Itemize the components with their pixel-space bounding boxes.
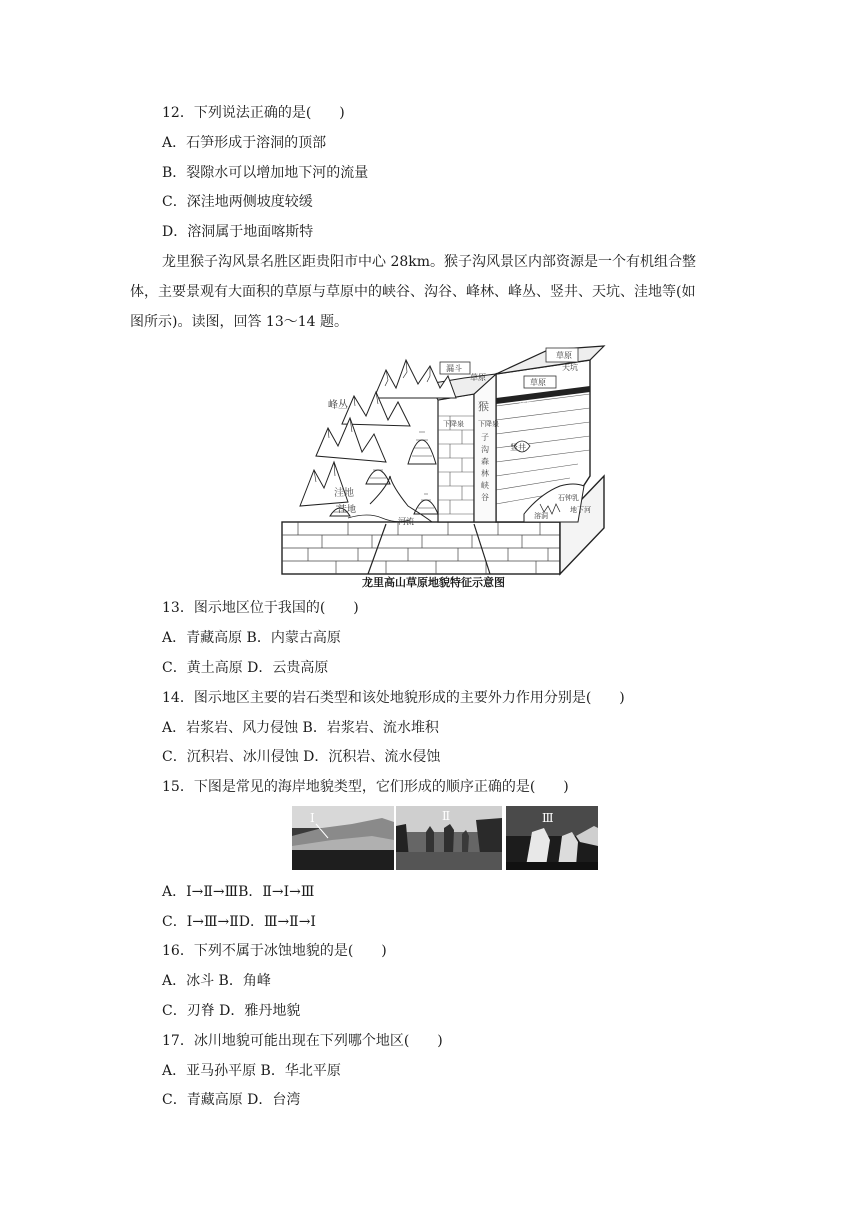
label-sinkhole: 漏斗 bbox=[446, 364, 462, 373]
photo-label-3: Ⅲ bbox=[542, 811, 554, 825]
passage-line-3: 图所示)。读图，回答 13～14 题。 bbox=[130, 314, 348, 330]
label-gully-1: 子 bbox=[481, 433, 489, 442]
q12-option-d: D．溶洞属于地面喀斯特 bbox=[162, 224, 314, 240]
q12-stem: 12．下列说法正确的是( ) bbox=[162, 105, 345, 121]
coast-photo-3 bbox=[506, 806, 598, 870]
label-depression: 洼地 bbox=[338, 505, 357, 515]
label-gully-2: 沟 bbox=[481, 445, 489, 454]
label-grassland-right: 草原 bbox=[530, 378, 546, 387]
label-peak-cluster: 峰丛 bbox=[328, 400, 348, 411]
label-spring-left: 下降泉 bbox=[443, 420, 464, 428]
figure1-caption: 龙里高山草原地貌特征示意图 bbox=[362, 576, 505, 589]
label-grassland-center: 草原 bbox=[518, 401, 534, 410]
passage-line-1: 龙里猴子沟风景名胜区距贵阳市中心 28km。猴子沟风景区内部资源是一个有机组合整 bbox=[162, 254, 697, 270]
label-grassland-left: 草原 bbox=[470, 373, 486, 382]
q16-stem: 16．下列不属于冰蚀地貌的是( ) bbox=[162, 943, 387, 959]
coast-photo-1 bbox=[292, 806, 394, 870]
label-shaft: 竖井 bbox=[510, 443, 526, 452]
label-grassland-top: 草原 bbox=[556, 351, 572, 360]
label-spring-right: 下降泉 bbox=[478, 420, 499, 428]
q14-stem: 14．图示地区主要的岩石类型和该处地貌形成的主要外力作用分别是( ) bbox=[162, 690, 625, 706]
coast-photo-2 bbox=[396, 806, 502, 870]
q14-options-2: C．沉积岩、冰川侵蚀 D．沉积岩、流水侵蚀 bbox=[162, 749, 441, 765]
label-gully-3: 森 bbox=[481, 457, 489, 466]
photo-label-1: Ⅰ bbox=[310, 811, 315, 825]
q14-options-1: A．岩浆岩、风力侵蚀 B．岩浆岩、流水堆积 bbox=[162, 720, 439, 736]
q12-option-b: B．裂隙水可以增加地下河的流量 bbox=[162, 165, 369, 181]
label-river: 河流 bbox=[398, 517, 414, 526]
label-stalactite: 石钟乳 bbox=[558, 494, 579, 502]
q12-option-a: A．石笋形成于溶洞的顶部 bbox=[162, 135, 327, 151]
q13-options-1: A．青藏高原 B．内蒙古高原 bbox=[162, 630, 341, 646]
q12-option-c: C．深洼地两侧坡度较缓 bbox=[162, 194, 313, 210]
label-cave: 溶洞 bbox=[534, 512, 548, 520]
label-monkey: 猴 bbox=[478, 400, 489, 413]
q15-options-2: C．Ⅰ→Ⅲ→ⅡD．Ⅲ→Ⅱ→Ⅰ bbox=[162, 914, 316, 930]
q15-stem: 15．下图是常见的海岸地貌类型，它们形成的顺序正确的是( ) bbox=[162, 779, 569, 795]
label-doline: 天坑 bbox=[562, 363, 578, 372]
q13-options-2: C．黄土高原 D．云贵高原 bbox=[162, 660, 329, 676]
karst-landform-diagram bbox=[278, 336, 608, 598]
label-gully-4: 林 bbox=[481, 469, 489, 478]
label-depression-small: 洼地 bbox=[334, 488, 354, 499]
q16-options-2: C．刃脊 D．雅丹地貌 bbox=[162, 1003, 301, 1019]
passage-line-2: 体，主要景观有大面积的草原与草原中的峡谷、沟谷、峰林、峰丛、竖井、天坑、洼地等(如 bbox=[130, 284, 696, 300]
photo-label-2: Ⅱ bbox=[442, 809, 451, 823]
q17-options-2: C．青藏高原 D．台湾 bbox=[162, 1092, 301, 1108]
q17-options-1: A．亚马孙平原 B．华北平原 bbox=[162, 1063, 341, 1079]
q16-options-1: A．冰斗 B．角峰 bbox=[162, 973, 271, 989]
q17-stem: 17．冰川地貌可能出现在下列哪个地区( ) bbox=[162, 1033, 443, 1049]
label-gully-6: 谷 bbox=[481, 493, 489, 502]
label-underground-river: 地下河 bbox=[570, 506, 591, 514]
q13-stem: 13．图示地区位于我国的( ) bbox=[162, 600, 359, 616]
label-gully-5: 峡 bbox=[481, 481, 489, 490]
q15-options-1: A．Ⅰ→Ⅱ→ⅢB．Ⅱ→Ⅰ→Ⅲ bbox=[162, 884, 315, 900]
